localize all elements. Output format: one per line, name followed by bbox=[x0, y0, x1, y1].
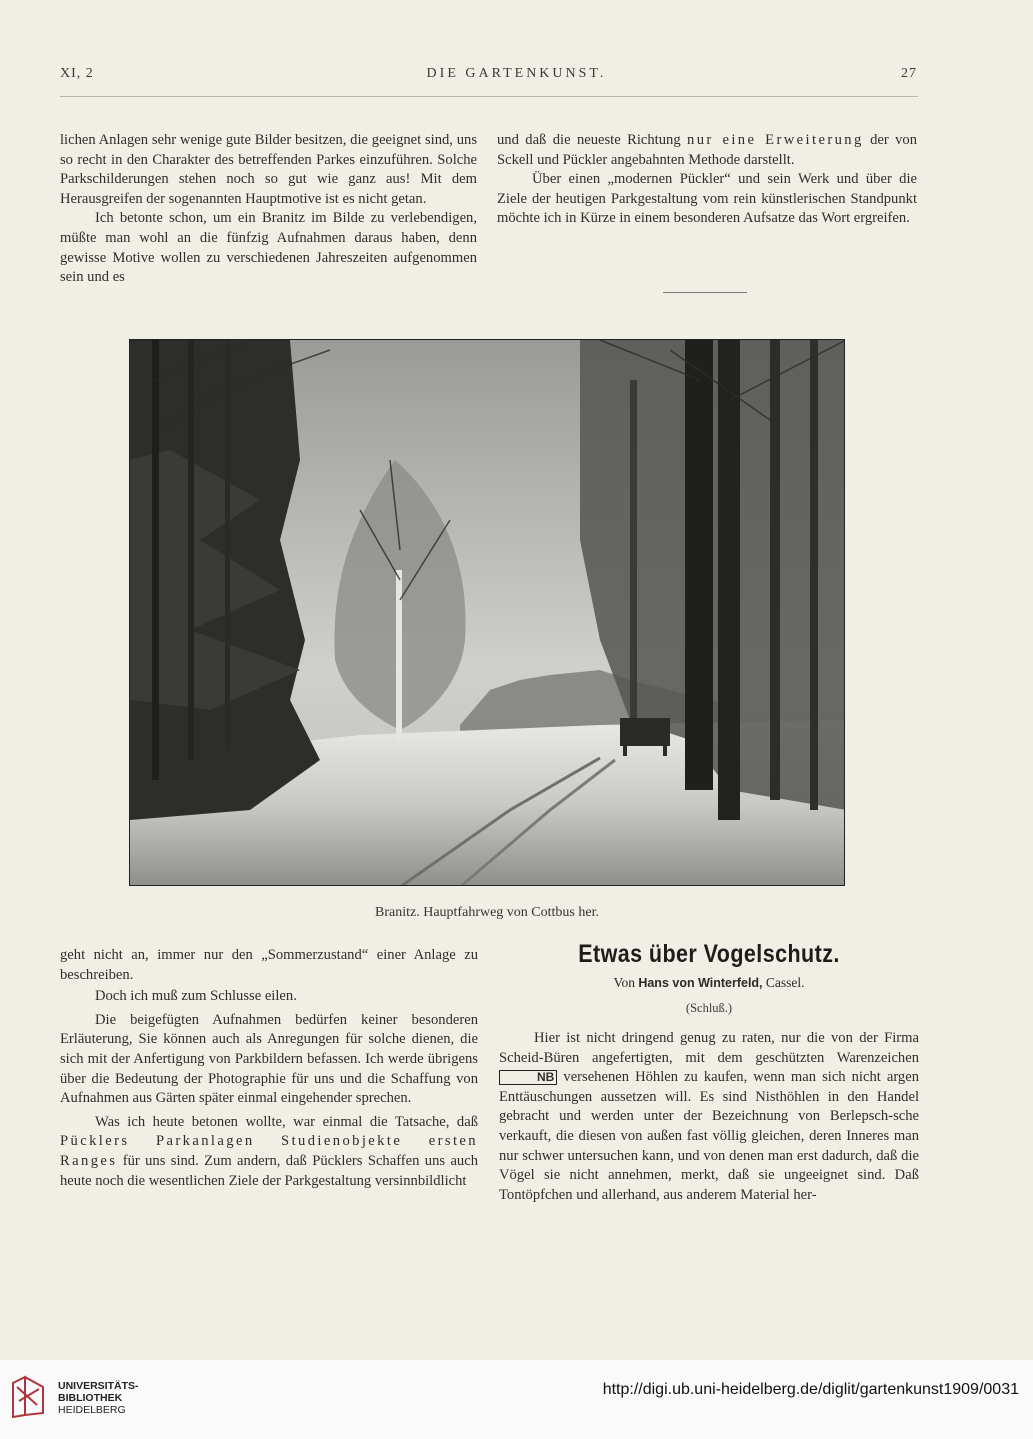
text-run: der von Sckell und Pückler angebahnten Methode darstellt. bbox=[497, 132, 917, 168]
page-number: 27 bbox=[901, 66, 917, 81]
column-bottom-right bbox=[499, 1029, 919, 1205]
text-run: Was ich heute betonen wollte, war einmal die Tatsache, daß bbox=[95, 1113, 478, 1130]
photo-illustration bbox=[130, 340, 845, 886]
column-bottom-left bbox=[60, 946, 478, 1191]
library-name bbox=[58, 1380, 139, 1416]
author-prefix: Von bbox=[613, 975, 635, 990]
library-line: UNIVERSITÄTS- bbox=[58, 1380, 139, 1392]
author-place: Cassel. bbox=[765, 975, 805, 990]
source-url-link[interactable]: http://digi.ub.uni-heidelberg.de/diglit/gartenkunst1909/0031 bbox=[602, 1381, 1019, 1398]
text-run: und daß die neueste Richtung bbox=[497, 132, 681, 148]
paragraph bbox=[60, 1113, 478, 1191]
paragraph: lichen Anlagen sehr wenige gute Bilder besitzen, die geeignet sind, uns so recht in den Charakter des betreffenden Parkes einzuführen. Solche Parkschilderungen stehen noch so gut wie ganz aus! Mit dem Herausgreifen der sogenannten Hauptmotive ist es nicht getan. bbox=[60, 132, 477, 207]
trademark-symbol: NB bbox=[499, 1070, 557, 1085]
article-author bbox=[499, 975, 919, 991]
text-run: Hier ist nicht dringend genug zu raten, nur die von der Firma Scheid-Büren angefertigten, mit dem geschützten Warenzeichen bbox=[499, 1030, 919, 1066]
column-top-left bbox=[60, 131, 477, 288]
column-top-right bbox=[497, 131, 917, 229]
text-run: für uns sind. Zum andern, daß Pücklers Schaffen uns auch heute noch die wesentlichen Ziele der Parkgestaltung versinnbildlicht bbox=[60, 1152, 478, 1189]
paragraph: Über einen „modernen Pückler“ und sein Werk und über die Ziele der heutigen Parkgestaltung vom rein künstlerischen Standpunkt möchte ich in Kürze in einem besonderen Aufsatze das Wort ergreifen. bbox=[497, 171, 917, 227]
header-rule bbox=[60, 96, 918, 97]
section-divider bbox=[663, 292, 747, 293]
library-line: BIBLIOTHEK bbox=[58, 1392, 123, 1404]
library-logo-icon bbox=[11, 1375, 51, 1419]
article-subtitle: (Schluß.) bbox=[685, 1001, 733, 1015]
text-run: versehenen Höhlen zu kaufen, wenn man sich nicht argen Enttäuschungen aussetzen will. Es sind Nisthöhlen in den Handel gebracht und werden unter der Bezeichnung von Berlepsch-sche verkauft, die diesen von außen fast völlig gleichen, deren Inneres man nur schwer untersuchen kann, und von denen man erst dadurch, daß die Vögel sie nicht annehmen, merkt, daß sie ungeeignet sind. Daß Tontöpfchen und allerhand, aus anderem Material her- bbox=[499, 1069, 919, 1203]
digitization-footer bbox=[0, 1360, 1033, 1439]
photo-caption: Branitz. Hauptfahrweg von Cottbus her. bbox=[375, 905, 599, 920]
paragraph: Doch ich muß zum Schlusse eilen. bbox=[95, 988, 297, 1005]
library-line: HEIDELBERG bbox=[58, 1404, 126, 1416]
running-title: DIE GARTENKUNST. bbox=[426, 66, 607, 81]
paragraph: Die beigefügten Aufnahmen bedürfen keiner besonderen Erläuterung, Sie können auch als Anregungen für solche dienen, die sich mit der Anfertigung von Parkbildern befassen. Ich werde übrigens über die Bedeutung der Photographie für uns und die Schaffung von Aufnahmen aus Gärten später einmal eingehender sprechen. bbox=[60, 1011, 478, 1107]
article-title: Etwas über Vogelschutz. bbox=[578, 940, 840, 968]
paragraph bbox=[497, 131, 917, 170]
paragraph bbox=[499, 1029, 919, 1205]
winter-park-photo bbox=[129, 339, 845, 886]
paragraph: Ich betonte schon, um ein Branitz im Bilde zu verlebendigen, müßte man wohl an die fünfzig Aufnahmen daraus haben, denn gewisse Motive wollen zu verschiedenen Jahreszeiten aufgenommen sein und es bbox=[60, 210, 477, 286]
spaced-emphasis: Pücklers Parkanlagen Studienobjekte ersten Ranges bbox=[60, 1133, 478, 1169]
volume-number: XI, 2 bbox=[60, 66, 94, 81]
spaced-emphasis: nur eine Erweiterung bbox=[687, 132, 864, 148]
author-name: Hans von Winterfeld, bbox=[638, 976, 763, 990]
paragraph: geht nicht an, immer nur den „Sommerzustand“ einer Anlage zu beschreiben. bbox=[60, 947, 478, 983]
